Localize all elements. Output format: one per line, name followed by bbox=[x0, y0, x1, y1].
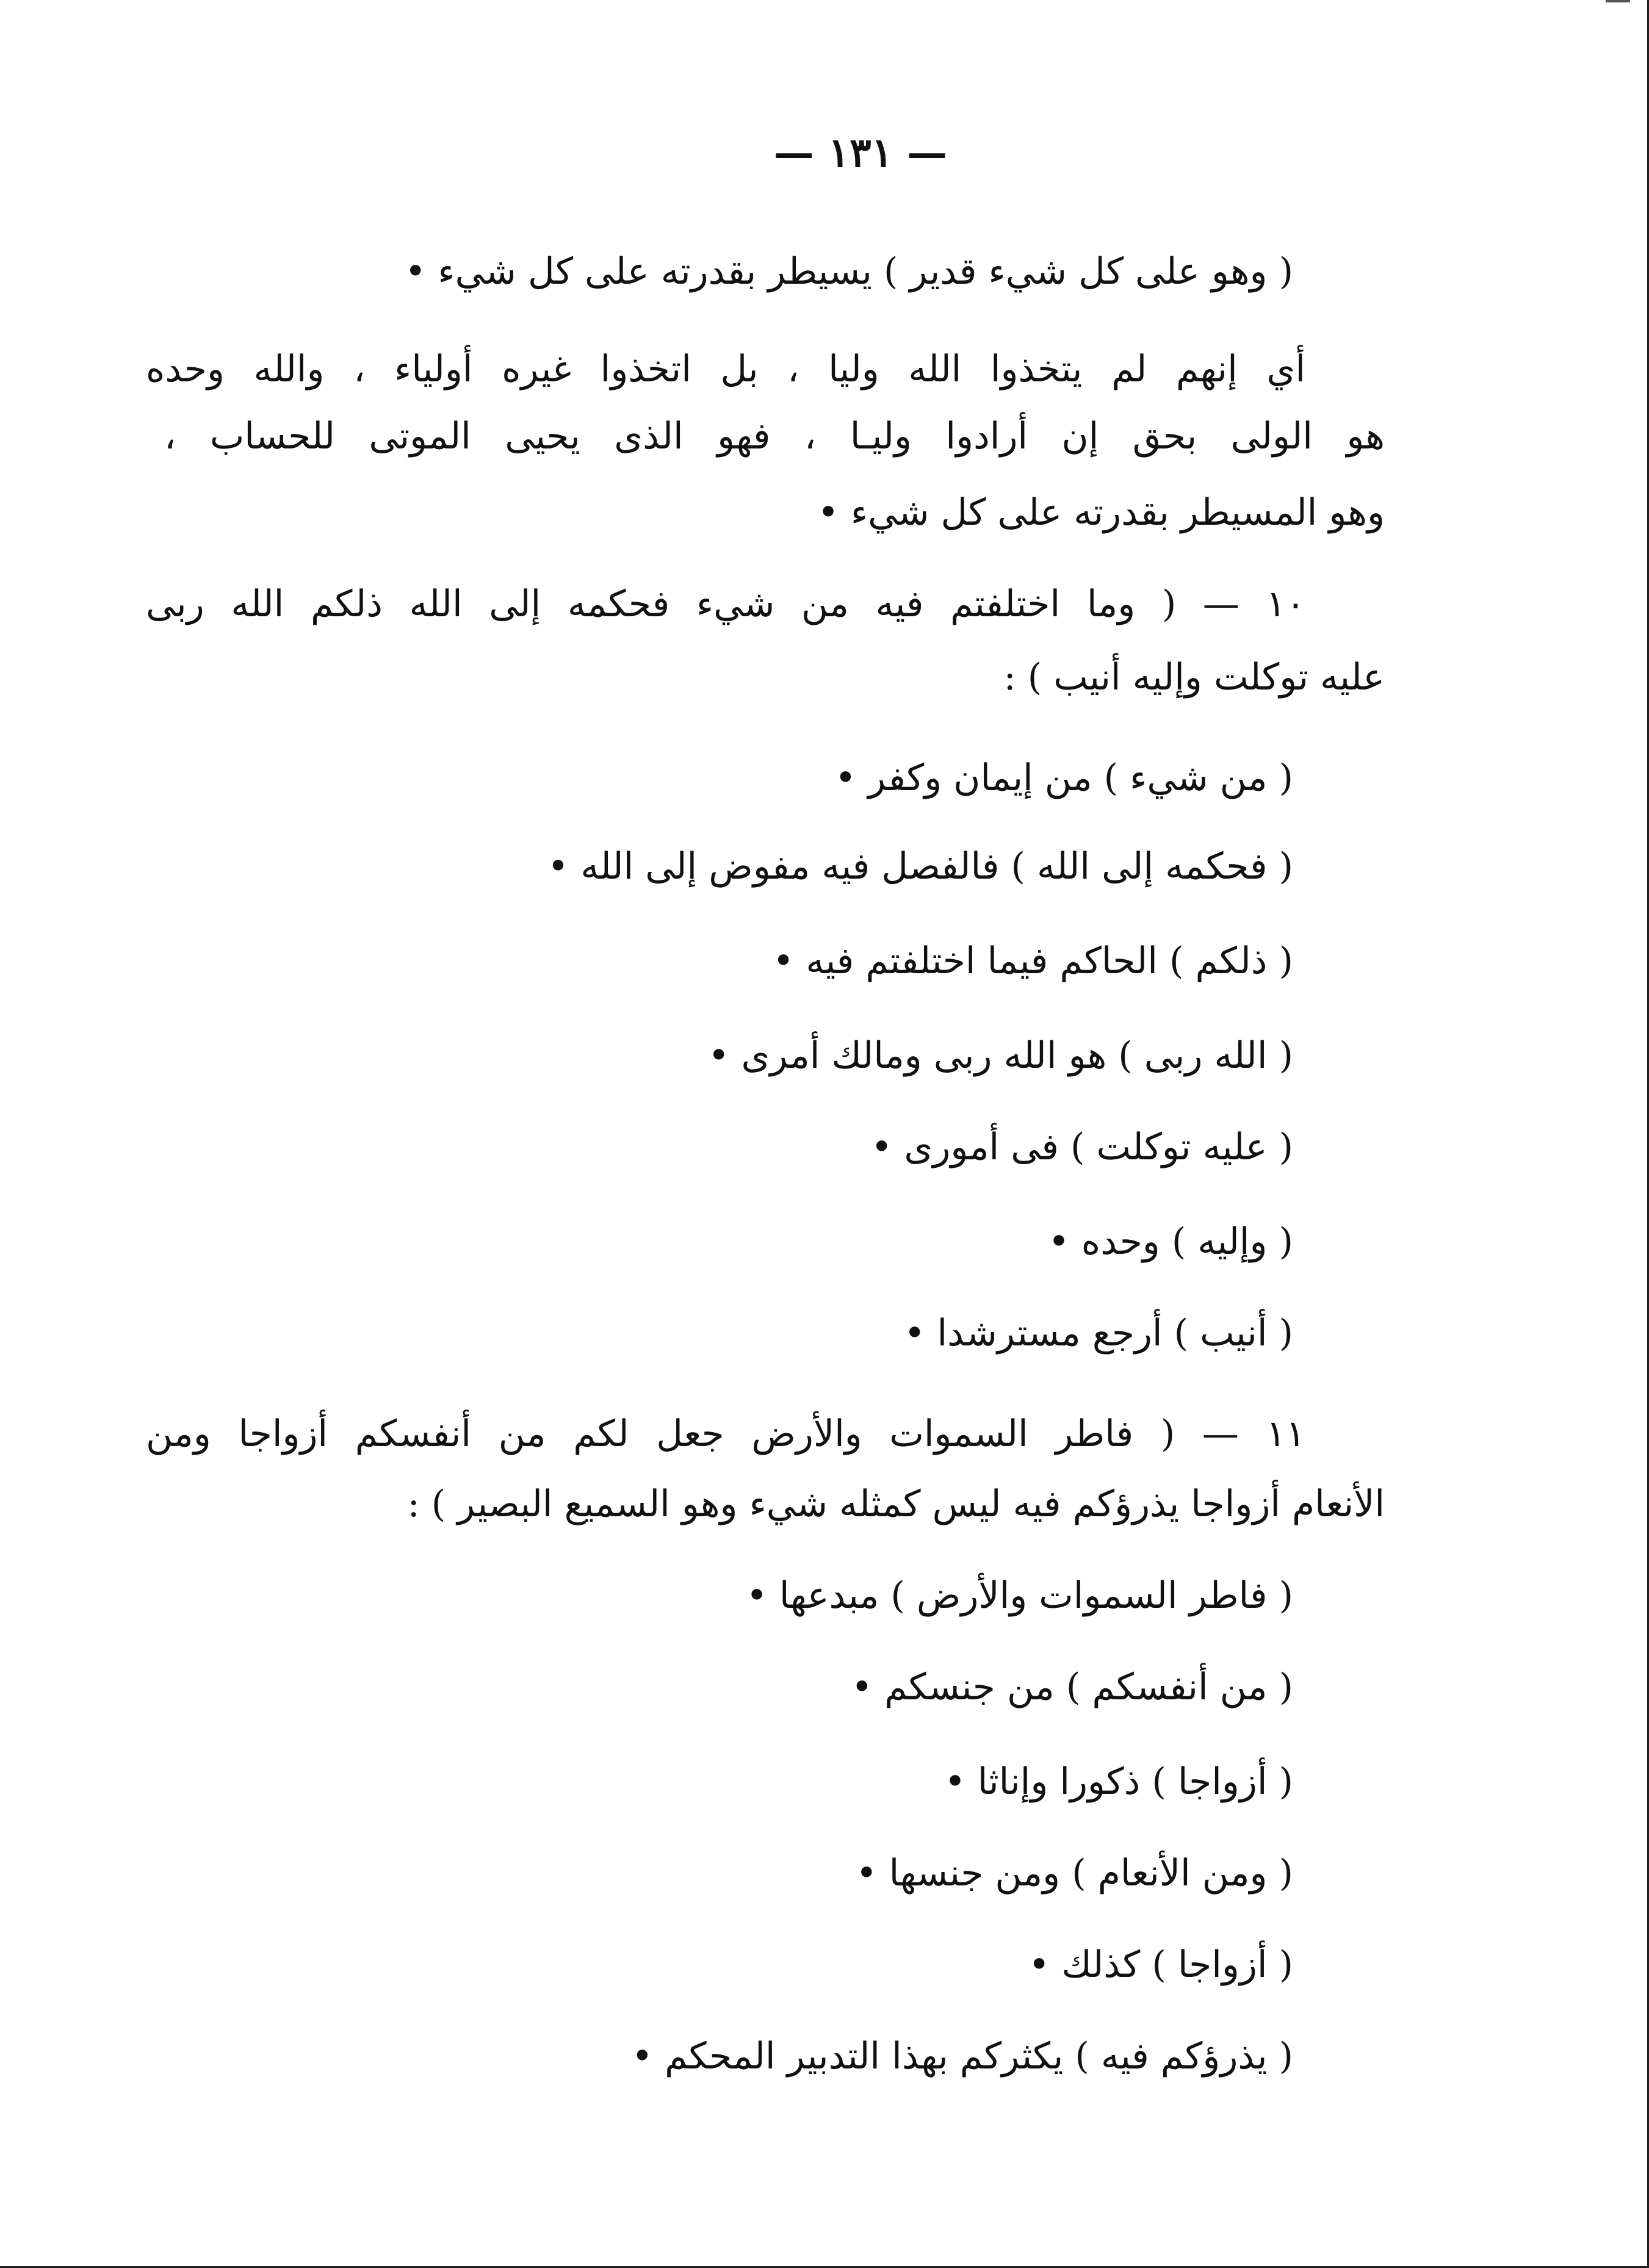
gloss-line-3: ( ذلكم ) الحاكم فيما اختلفتم فيه • bbox=[772, 940, 1293, 982]
gloss-line-8: ( فاطر السموات والأرض ) مبدعها • bbox=[746, 1574, 1293, 1617]
text-line-4: وهو المسيطر بقدرته على كل شيء • bbox=[817, 491, 1385, 534]
text-line-1: ( وهو على كل شيء قدير ) يسيطر بقدرته على كل شيء • bbox=[404, 250, 1293, 293]
page-number: — ١٣١ — bbox=[773, 129, 948, 176]
gloss-line-5: ( عليه توكلت ) فى أمورى • bbox=[870, 1126, 1293, 1168]
gloss-line-2: ( فحكمه إلى الله ) فالفصل فيه مفوض إلى الله • bbox=[547, 845, 1293, 888]
gloss-line-10: ( أزواجا ) ذكورا وإناثا • bbox=[944, 1760, 1293, 1803]
verse-11-line-1: ١١ — ( فاطر السموات والأرض جعل لكم من أنفسكم أزواجا ومن bbox=[146, 1413, 1305, 1455]
gloss-line-12: ( أزواجا ) كذلك • bbox=[1028, 1943, 1293, 1986]
gloss-line-9: ( من أنفسكم ) من جنسكم • bbox=[851, 1666, 1293, 1708]
gloss-line-6: ( وإليه ) وحده • bbox=[1048, 1220, 1293, 1263]
gloss-line-11: ( ومن الأنعام ) ومن جنسها • bbox=[856, 1852, 1293, 1895]
text-line-2: أي إنهم لم يتخذوا الله وليا ، بل اتخذوا غيره أولياء ، والله وحده bbox=[146, 348, 1305, 391]
verse-10-line-1: ١٠ — ( وما اختلفتم فيه من شيء فحكمه إلى الله ذلكم الله ربى bbox=[146, 583, 1305, 625]
verse-11-line-2: الأنعام أزواجا يذرؤكم فيه ليس كمثله شيء وهو السميع البصير ) : bbox=[407, 1483, 1385, 1525]
text-line-3: هو الولى بحق إن أرادوا وليـا ، فهو الذى يحيى الموتى للحساب ، bbox=[164, 415, 1385, 458]
gloss-line-7: ( أنيب ) أرجع مسترشدا • bbox=[904, 1312, 1293, 1355]
scan-corner-mark bbox=[1606, 0, 1630, 2]
gloss-line-4: ( الله ربى ) هو الله ربى ومالك أمرى • bbox=[708, 1034, 1293, 1077]
verse-10-line-2: عليه توكلت وإليه أنيب ) : bbox=[1003, 656, 1385, 699]
gloss-line-1: ( من شيء ) من إيمان وكفر • bbox=[834, 757, 1293, 799]
gloss-line-13: ( يذرؤكم فيه ) يكثركم بهذا التدبير المحكم • bbox=[631, 2035, 1293, 2078]
